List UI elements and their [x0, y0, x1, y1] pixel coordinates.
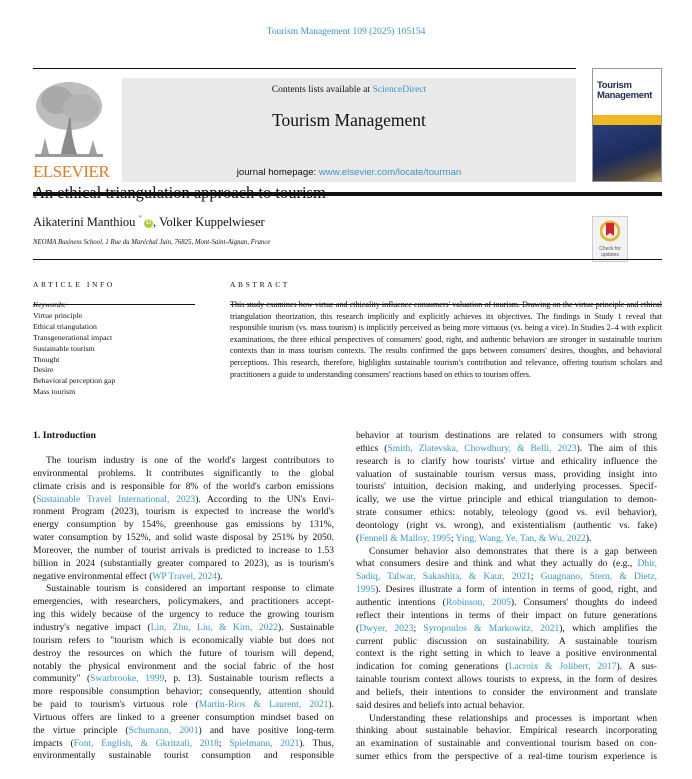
citation-link[interactable]: Martin-Rios & Laurent, 2021 [198, 699, 329, 711]
text-line: Virtuous offers are linked to a greener consumption mindset based on [33, 711, 334, 723]
text-line: tourists' intuition, decision making, and underlying processes. Specif- [356, 481, 657, 493]
text-line: negative environmental effect (WP Travel, 2024). [33, 570, 223, 582]
keyword: Thought [33, 354, 60, 364]
divider [33, 259, 662, 260]
paragraph [33, 455, 334, 583]
journal-reference-link[interactable]: Tourism Management 109 (2025) 105154 [266, 27, 426, 37]
text-line: ethics (Smith, Zlatevska, Chowdhury, & Belli, 2023). The aim of this [356, 442, 657, 454]
homepage-link[interactable]: www.elsevier.com/locate/tourman [318, 167, 462, 178]
text-line: deontology (right vs. wrong), and existentialism (authentic vs. fake) [356, 519, 657, 531]
keyword: Behavioral perception gap [33, 376, 116, 386]
keyword: Virtue principle [33, 310, 83, 320]
citation-link[interactable]: Smith, Zlatevska, Chowdhury, & Belli, 2023 [387, 442, 577, 454]
publisher-name: ELSEVIER [33, 162, 110, 181]
text-line: billion in 2024 (substantially greater compared to 2023), as is tourism's [33, 557, 334, 569]
citation-link[interactable]: Swarbrooke, 1999 [90, 673, 165, 685]
keyword: Sustainable tourism [33, 343, 95, 353]
citation-link[interactable]: Lacroix & Jolibert, 2017 [508, 661, 617, 673]
citation-link[interactable]: Syropoulos & Markowitz, 2021 [423, 622, 560, 634]
citation-link[interactable]: Lin, Zhu, Liu, & Kim, 2022 [150, 621, 278, 633]
text-line: indication for coming generations (Lacroix & Jolibert, 2017). A sus- [356, 661, 657, 673]
author-separator: , [153, 215, 160, 229]
citation-link[interactable]: Sadiq, Talwar, Sakashita, & Kaur, 2021 [356, 571, 531, 583]
cover-title-line-1: Tourism [597, 80, 632, 91]
text-line: ing this widely because of the urgency to reduce the growing tourism [33, 609, 334, 621]
text-line: what consumers desire and think and what they actually do (e.g., Dhir, [356, 558, 657, 570]
section-heading-introduction: 1. Introduction [33, 430, 96, 441]
text-line: ically, we use the virtue principle and ethical triangulation to demon- [356, 494, 657, 506]
body-column-right [356, 430, 657, 764]
author-name[interactable]: Aikaterini Manthiou [33, 215, 136, 229]
text-line: water consumption by 152%, and solid waste disposal by 251% by 2050. [33, 532, 334, 544]
text-line: the virtue principle (Schumann, 2001) and have positive long-term [33, 724, 334, 736]
text-line: industry's negative impact (Lin, Zhu, Liu, & Kim, 2022). Sustainable [33, 621, 334, 633]
text-line: behavior at tourism destinations are related to consumers with strong [356, 430, 657, 441]
text-line: environmentally sustainable tourist consumption and responsible [33, 750, 334, 762]
article-info-heading: ARTICLE INFO [33, 280, 115, 289]
journal-masthead [122, 78, 576, 182]
crossmark-label [593, 247, 627, 258]
journal-title: Tourism Management [272, 110, 426, 130]
citation-link[interactable]: Fennell & Malloy, 1995 [359, 532, 451, 544]
keyword: Desire [33, 365, 54, 375]
keyword: Mass tourism [33, 387, 76, 397]
keywords-label: Keywords: [33, 300, 67, 309]
abstract-heading: ABSTRACT [230, 280, 290, 289]
text-line: valuation of sustainable tourism versus mass, providing insight into [356, 468, 657, 480]
text-line: research is to clarify how tourists' virtue and ethicality influence the [356, 455, 657, 467]
text-line: reflect their intentions in terms of their impact on future generations [356, 609, 657, 621]
orcid-icon[interactable]: iD [145, 220, 152, 226]
citation-link[interactable]: Guagnano, Stern, & Dietz, [540, 571, 657, 583]
text-line: notably the physical environment and the social fabric of the host [33, 660, 334, 672]
paragraph [356, 713, 657, 764]
text-line: Moreover, the number of tourist arrivals is predicted to increase to 1.53 [33, 544, 334, 556]
cover-stripe [593, 115, 661, 125]
text-line: more responsible consumption behavior; consequently, attention should [33, 686, 334, 698]
text-line: The tourism industry is one of the world's largest contributors to [46, 455, 334, 466]
contents-prefix: Contents lists available at [271, 84, 373, 95]
elsevier-logo [33, 78, 110, 182]
text-line: tainable tourism context allows tourists to express, in the form of desires [356, 674, 657, 686]
abstract-text: This study examines how virtue and ethicality influence consumers' valuation of tourism. Drawing on the virtue principle and ethical triangulation theorization, this research implicitly and explicitly achieves its objectives. The findings in Study 1 reveal that responsible tourism (vs. mass tourism) is implicitly perceived as being more virtuous (vs. being a vice). In Studies 2–4 with explicit examinations, the three ethical perspectives of consumers' good, right, and authentic behaviors are stronger in sustainable tourism contexts than in mass tourism contexts. The results confirmed the gaps between consumers' desires, thoughts, and behavioral perceptions. This research, therefore, highlights sustainable tourism's contribution and relevance, offering tourism scholars and practitioners a guide to understanding consumers' reactions based on ethics to tourism offers. [230, 300, 662, 379]
text-line: climate crisis and is responsible for 8% of the world's carbon emissions [33, 480, 334, 492]
homepage-line [122, 167, 576, 178]
text-line: thinking about sustainable behavior. Empirical research incorporating [356, 725, 657, 737]
citation-link[interactable]: Dwyer, 2023 [359, 622, 414, 634]
text-line: ronment Program (2023), tourism is expected to increase the world's [33, 506, 334, 518]
author-list [33, 214, 265, 230]
text-line: be paid to tourism's virtuous role (Martin-Rios & Laurent, 2021). [33, 699, 334, 711]
paragraph [356, 430, 657, 546]
text-line: Sadiq, Talwar, Sakashita, & Kaur, 2021; Guagnano, Stern, & Dietz, [356, 571, 657, 583]
text-line: sumer ethics from the perspective of a real-time tourism experience is [356, 751, 657, 763]
text-line: environmental problems. It contributes significantly to the global [33, 467, 334, 479]
text-line: context is the right setting in which to leave a positive environmental [356, 648, 657, 660]
text-line: current public discussion on sustainability. A sustainable tourism [356, 635, 657, 647]
text-line: Sustainable tourism is considered an important response to climate [46, 583, 334, 595]
text-line: destroy the resources on which the future of tourism will depend, [33, 647, 334, 659]
homepage-prefix: journal homepage: [236, 167, 319, 178]
text-line: authentic intentions (Robinson, 2005). Consumers' thoughts do indeed [356, 596, 657, 608]
crossmark-icon [600, 220, 620, 242]
cover-title-line-2: Management [597, 90, 653, 101]
keyword: Transgenerational impact [33, 332, 113, 342]
keyword: Ethical triangulation [33, 321, 97, 331]
affiliation: NEOMA Business School, 1 Rue du Maréchal Juin, 76825, Mont-Saint-Aignan, France [33, 239, 271, 246]
citation-link[interactable]: Sustainable Travel International, 2023 [36, 493, 196, 505]
text-line: an examination of sustainable and conventional tourism based on con- [356, 738, 657, 750]
divider [33, 68, 576, 69]
text-line: community" (Swarbrooke, 1999, p. 13). Sustainable tourism reflects a [33, 673, 334, 685]
text-line: Consumer behavior also demonstrates that there is a gap between [369, 545, 657, 557]
text-line: emergencies, with researchers, policymakers, and practitioners accept- [33, 596, 334, 608]
paragraph [33, 583, 334, 763]
keywords-list [33, 300, 115, 398]
text-line: 1995). Desires illustrate a form of intention in terms of good, right, and [356, 584, 657, 596]
text-line: (Sustainable Travel International, 2023). According to the UN's Envi- [33, 493, 334, 505]
check-for-updates-button[interactable] [592, 216, 628, 262]
cover-title [597, 81, 652, 101]
elsevier-tree-icon [33, 78, 105, 160]
citation-link[interactable]: Font, English, & Gkritzali, 2018 [73, 737, 219, 749]
citation-link[interactable]: 1995 [356, 584, 376, 596]
author-name[interactable]: Volker Kuppelwieser [159, 215, 265, 229]
text-line: tourism refers to "tourism which is economically viable but does not [33, 634, 334, 646]
text-line: energy consumption by 154%, greenhouse gas emissions by 131%, [33, 519, 334, 531]
article-title: An ethical triangulation approach to tourism [33, 183, 326, 202]
contents-line [122, 84, 576, 95]
corresponding-author-mark[interactable]: * [138, 214, 143, 222]
text-line: (Fennell & Malloy, 1995; Ying, Wang, Ye, Tan, & Wu, 2022). [356, 532, 592, 544]
text-line: and beliefs, their intentions to consider the environment and translate [356, 686, 657, 698]
text-line: said desires and beliefs into actual behavior. [356, 699, 525, 711]
sciencedirect-link[interactable]: ScienceDirect [372, 84, 427, 95]
citation-link[interactable]: Dhir, [637, 558, 657, 570]
text-line: strate consumer ethics: notably, teleology (good vs. evil behavior), [356, 507, 657, 519]
text-line: Understanding these relationships and processes is important when [369, 712, 657, 724]
paragraph [356, 546, 657, 713]
citation-link[interactable]: Robinson, 2005 [445, 596, 511, 608]
journal-cover-image[interactable] [592, 68, 662, 182]
crossmark-label-2: updates [601, 251, 619, 258]
text-line: (Dwyer, 2023; Syropoulos & Markowitz, 2021), which amplifies the [356, 622, 657, 634]
cover-photo [593, 125, 661, 182]
citation-link[interactable]: WP Travel, 2024 [152, 570, 217, 582]
body-column-left [33, 455, 334, 763]
citation-link[interactable]: Schumann, 2001 [128, 724, 199, 736]
citation-link[interactable]: Ying, Wang, Ye, Tan, & Wu, 2022 [455, 532, 586, 544]
crossmark-label-1: Check for [599, 246, 621, 252]
citation-link[interactable]: Spielmann, 2021 [229, 737, 300, 749]
text-line: impacts (Font, English, & Gkritzali, 2018; Spielmann, 2021). Thus, [33, 737, 334, 749]
